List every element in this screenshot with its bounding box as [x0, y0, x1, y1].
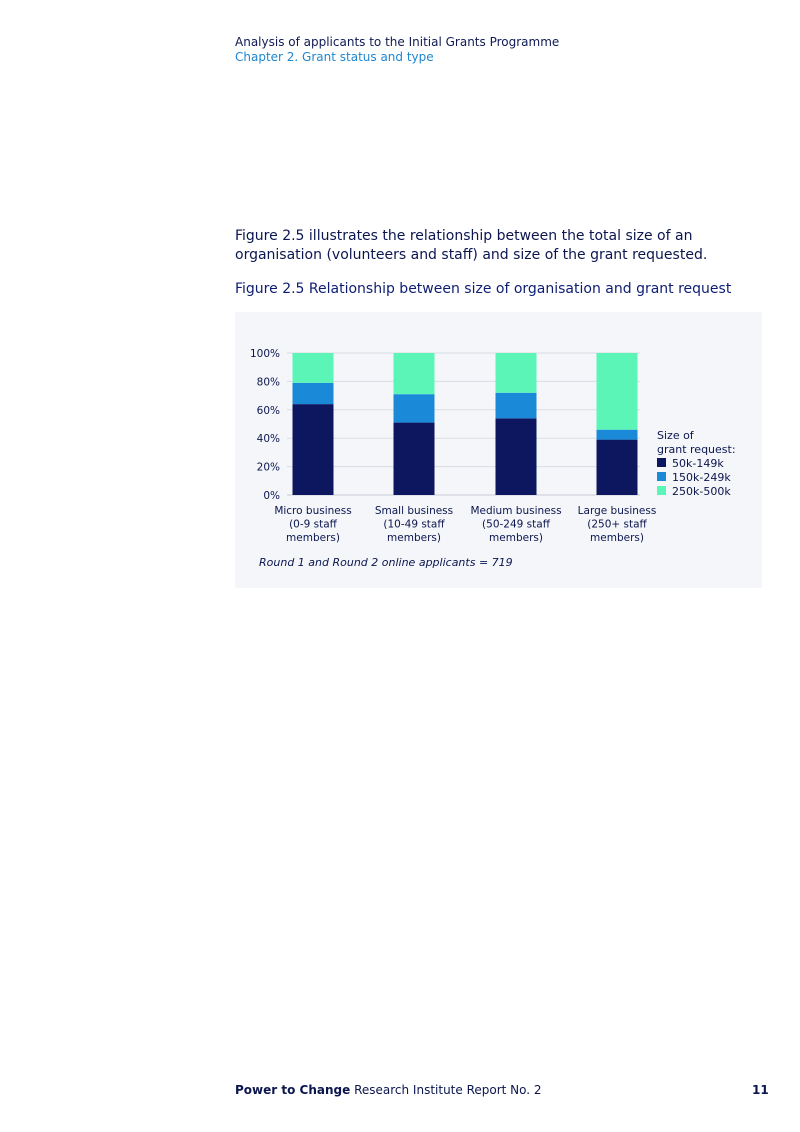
legend-swatch	[657, 458, 666, 467]
page-number: 11	[752, 1083, 769, 1097]
bar-segment	[394, 394, 435, 422]
y-tick-label: 100%	[249, 348, 280, 360]
y-tick-label: 40%	[256, 433, 280, 446]
legend-title: Size of	[657, 429, 694, 442]
bar-segment	[597, 430, 638, 440]
legend-swatch	[657, 486, 666, 495]
bar-segment	[597, 353, 638, 430]
chart-panel	[235, 312, 762, 588]
y-tick-label: 80%	[256, 376, 280, 389]
legend-swatch	[657, 472, 666, 481]
footer-report: Research Institute Report No. 2	[354, 1083, 542, 1097]
x-tick-label: (0-9 staff	[289, 518, 337, 531]
y-tick-label: 0%	[263, 490, 280, 502]
legend-entry: 250k-500k	[672, 485, 731, 498]
x-tick-label: Micro business	[274, 505, 352, 517]
chapter-title: Chapter 2. Grant status and type	[235, 50, 434, 64]
page-header	[235, 35, 559, 65]
legend-entry: 150k-249k	[672, 471, 731, 484]
bar-segment	[496, 418, 537, 495]
x-tick-label: Large business	[577, 505, 657, 517]
bar-segment	[293, 383, 334, 404]
x-tick-label: (250+ staff	[587, 518, 647, 531]
bar-segment	[394, 423, 435, 495]
intro-paragraph: Figure 2.5 illustrates the relationship between the total size of an organisation (volunteers and staff) and size of the grant requested.	[235, 228, 708, 263]
x-tick-label: Small business	[374, 505, 454, 517]
footer	[235, 1083, 542, 1097]
bar-segment	[496, 393, 537, 419]
legend-entry: 50k-149k	[672, 457, 724, 470]
y-tick-label: 20%	[256, 461, 280, 474]
x-tick-label: members)	[387, 532, 441, 544]
bar-segment	[597, 440, 638, 495]
stacked-bar-chart	[235, 312, 762, 588]
x-tick-label: (10-49 staff	[383, 518, 445, 531]
y-tick-label: 60%	[256, 404, 280, 417]
x-tick-label: (50-249 staff	[482, 518, 550, 531]
figure-title: Figure 2.5 Relationship between size of organisation and grant request	[235, 281, 732, 297]
x-tick-label: members)	[590, 532, 644, 544]
x-tick-label: Medium business	[470, 505, 562, 517]
bar-segment	[293, 353, 334, 383]
x-tick-label: members)	[286, 532, 340, 544]
chart-note: Round 1 and Round 2 online applicants = 719	[259, 556, 513, 569]
bar-segment	[394, 353, 435, 394]
bar-segment	[496, 353, 537, 393]
report-title: Analysis of applicants to the Initial Grants Programme	[235, 35, 560, 49]
footer-brand: Power to Change	[235, 1083, 351, 1097]
legend-title: grant request:	[657, 443, 736, 456]
bar-segment	[293, 404, 334, 495]
x-tick-label: members)	[489, 532, 543, 544]
